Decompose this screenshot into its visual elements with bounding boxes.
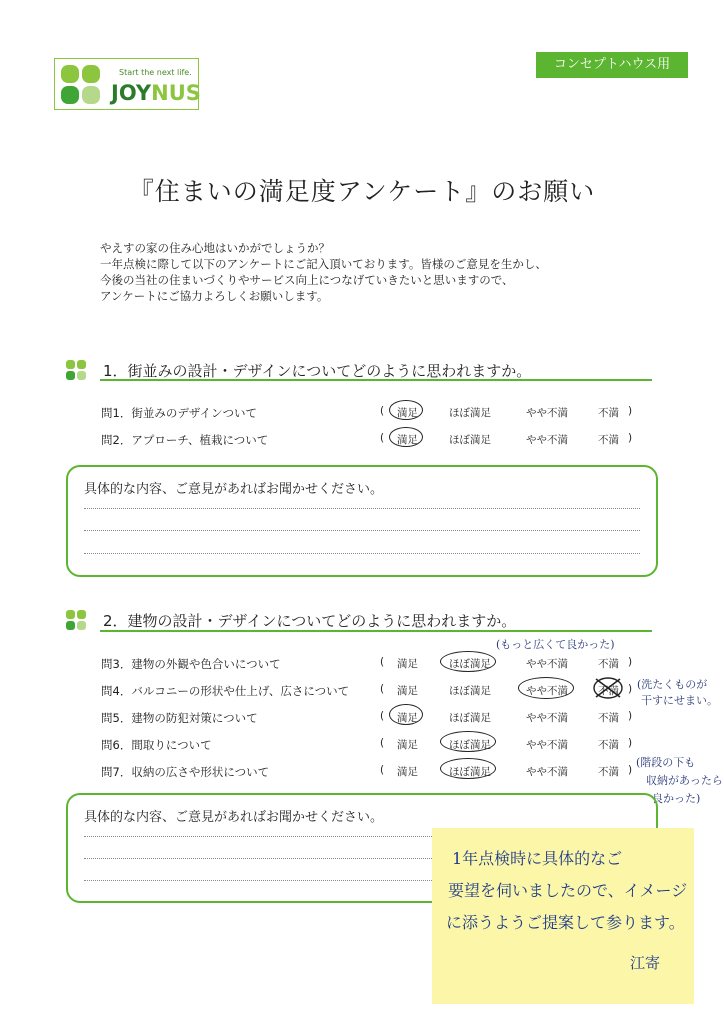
question-1-label: 問1．街並みのデザインついて xyxy=(101,406,258,420)
q7-option-mostly[interactable]: ほぼ満足 xyxy=(449,766,491,778)
comment-line xyxy=(84,858,434,859)
section2-clover-icon xyxy=(66,610,88,632)
clover-logo-icon xyxy=(61,65,101,105)
q3-selection-circle xyxy=(440,651,496,672)
q4-option-dissatisfied[interactable]: 不満 xyxy=(598,685,619,697)
intro-line: やえすの家の住み心地はいかがでしょうか？ xyxy=(100,241,330,255)
q7-option-dissatisfied[interactable]: 不満 xyxy=(598,766,619,778)
comment-line xyxy=(84,530,640,531)
section1-title: 1．街並みの設計・デザインについてどのように思われますか。 xyxy=(103,362,532,380)
logo-tagline: Start the next life. xyxy=(119,68,192,77)
q5-selection-circle xyxy=(389,704,423,725)
q6-selection-circle xyxy=(440,731,496,752)
logo-name: JOYNUS xyxy=(111,81,201,105)
q3-handwritten-note: (もっと広くて良かった) xyxy=(496,638,615,651)
q2-option-somewhat-dis[interactable]: やや不満 xyxy=(526,434,568,446)
intro-line: 一年点検に際して以下のアンケートにご記入頂いております。皆様のご意見を生かし、 xyxy=(100,257,547,271)
q1-option-mostly[interactable]: ほぼ満足 xyxy=(449,407,491,419)
section1-comment-label: 具体的な内容、ご意見があればお聞かせください。 xyxy=(84,482,384,497)
q7-option-satisfied[interactable]: 満足 xyxy=(397,766,418,778)
q3-option-mostly[interactable]: ほぼ満足 xyxy=(449,658,491,670)
q6-option-satisfied[interactable]: 満足 xyxy=(397,739,418,751)
q7-selection-circle xyxy=(440,758,496,779)
q4-crossed-out-mark xyxy=(592,676,626,700)
q2-selection-circle xyxy=(389,427,423,447)
q1-option-somewhat-dis[interactable]: やや不満 xyxy=(526,407,568,419)
q7-handwritten-note-2: 収納があったら xyxy=(646,774,723,787)
question-5-label: 問5．建物の防犯対策について xyxy=(101,711,258,725)
q3-option-dissatisfied[interactable]: 不満 xyxy=(598,658,619,670)
section2-comment-label: 具体的な内容、ご意見があればお聞かせください。 xyxy=(84,810,384,825)
section2-title: 2．建物の設計・デザインについてどのように思われますか。 xyxy=(103,612,517,630)
comment-line xyxy=(84,880,434,881)
q7-handwritten-note-3: 良かった) xyxy=(652,792,701,805)
question-6-label: 問6．間取りについて xyxy=(101,738,212,752)
q1-selection-circle xyxy=(389,400,423,420)
comment-line xyxy=(84,553,640,554)
q3-option-satisfied[interactable]: 満足 xyxy=(397,658,418,670)
q7-handwritten-note-1: (階段の下も xyxy=(636,756,696,769)
q2-option-satisfied[interactable]: 満足 xyxy=(397,434,418,446)
q6-option-dissatisfied[interactable]: 不満 xyxy=(598,739,619,751)
q1-option-dissatisfied[interactable]: 不満 xyxy=(598,407,619,419)
sticky-note-line: 要望を伺いましたので、イメージ xyxy=(448,881,688,900)
question-2-label: 問2．アプローチ、植栽について xyxy=(101,433,269,447)
joynus-logo xyxy=(54,58,199,110)
q5-option-dissatisfied[interactable]: 不満 xyxy=(598,712,619,724)
section2-underline xyxy=(100,630,652,632)
q6-option-mostly[interactable]: ほぼ満足 xyxy=(449,739,491,751)
intro-line: 今後の当社の住まいづくりやサービス向上につなげていきたいと思いますので、 xyxy=(100,273,514,287)
q7-option-somewhat-dis[interactable]: やや不満 xyxy=(526,766,568,778)
comment-line xyxy=(84,836,434,837)
question-7-label: 問7．収納の広さや形状について xyxy=(101,765,270,779)
q6-option-somewhat-dis[interactable]: やや不満 xyxy=(526,739,568,751)
sticky-note-line: に添うようご提案して参ります。 xyxy=(446,913,685,932)
q2-option-dissatisfied[interactable]: 不満 xyxy=(598,434,619,446)
q4-option-somewhat-dis[interactable]: やや不満 xyxy=(526,685,568,697)
question-4-label: 問4．バルコニーの形状や仕上げ、広さについて xyxy=(101,684,350,698)
q3-option-somewhat-dis[interactable]: やや不満 xyxy=(526,658,568,670)
q4-option-mostly[interactable]: ほぼ満足 xyxy=(449,685,491,697)
q2-option-mostly[interactable]: ほぼ満足 xyxy=(449,434,491,446)
concept-house-tag: コンセプトハウス用 xyxy=(536,52,688,78)
intro-line: アンケートにご協力よろしくお願いします。 xyxy=(100,289,329,303)
question-3-label: 問3．建物の外観や色合いについて xyxy=(101,657,281,671)
q5-option-mostly[interactable]: ほぼ満足 xyxy=(449,712,491,724)
sticky-note-line: 1年点検時に具体的なご xyxy=(452,849,623,868)
q4-selection-circle xyxy=(518,677,574,699)
sticky-note-signature: 江寄 xyxy=(630,954,661,972)
page-title: 『住まいの満足度アンケート』のお願い xyxy=(128,177,596,206)
q5-option-somewhat-dis[interactable]: やや不満 xyxy=(526,712,568,724)
section1-clover-icon xyxy=(66,360,88,382)
comment-line xyxy=(84,508,640,509)
q4-handwritten-note-1: (洗たくものが xyxy=(637,678,708,691)
section1-underline xyxy=(100,379,652,381)
q4-option-satisfied[interactable]: 満足 xyxy=(397,685,418,697)
q1-option-satisfied[interactable]: 満足 xyxy=(397,407,418,419)
q5-option-satisfied[interactable]: 満足 xyxy=(397,712,418,724)
q4-handwritten-note-2: 干すにせまい。 xyxy=(641,694,718,707)
